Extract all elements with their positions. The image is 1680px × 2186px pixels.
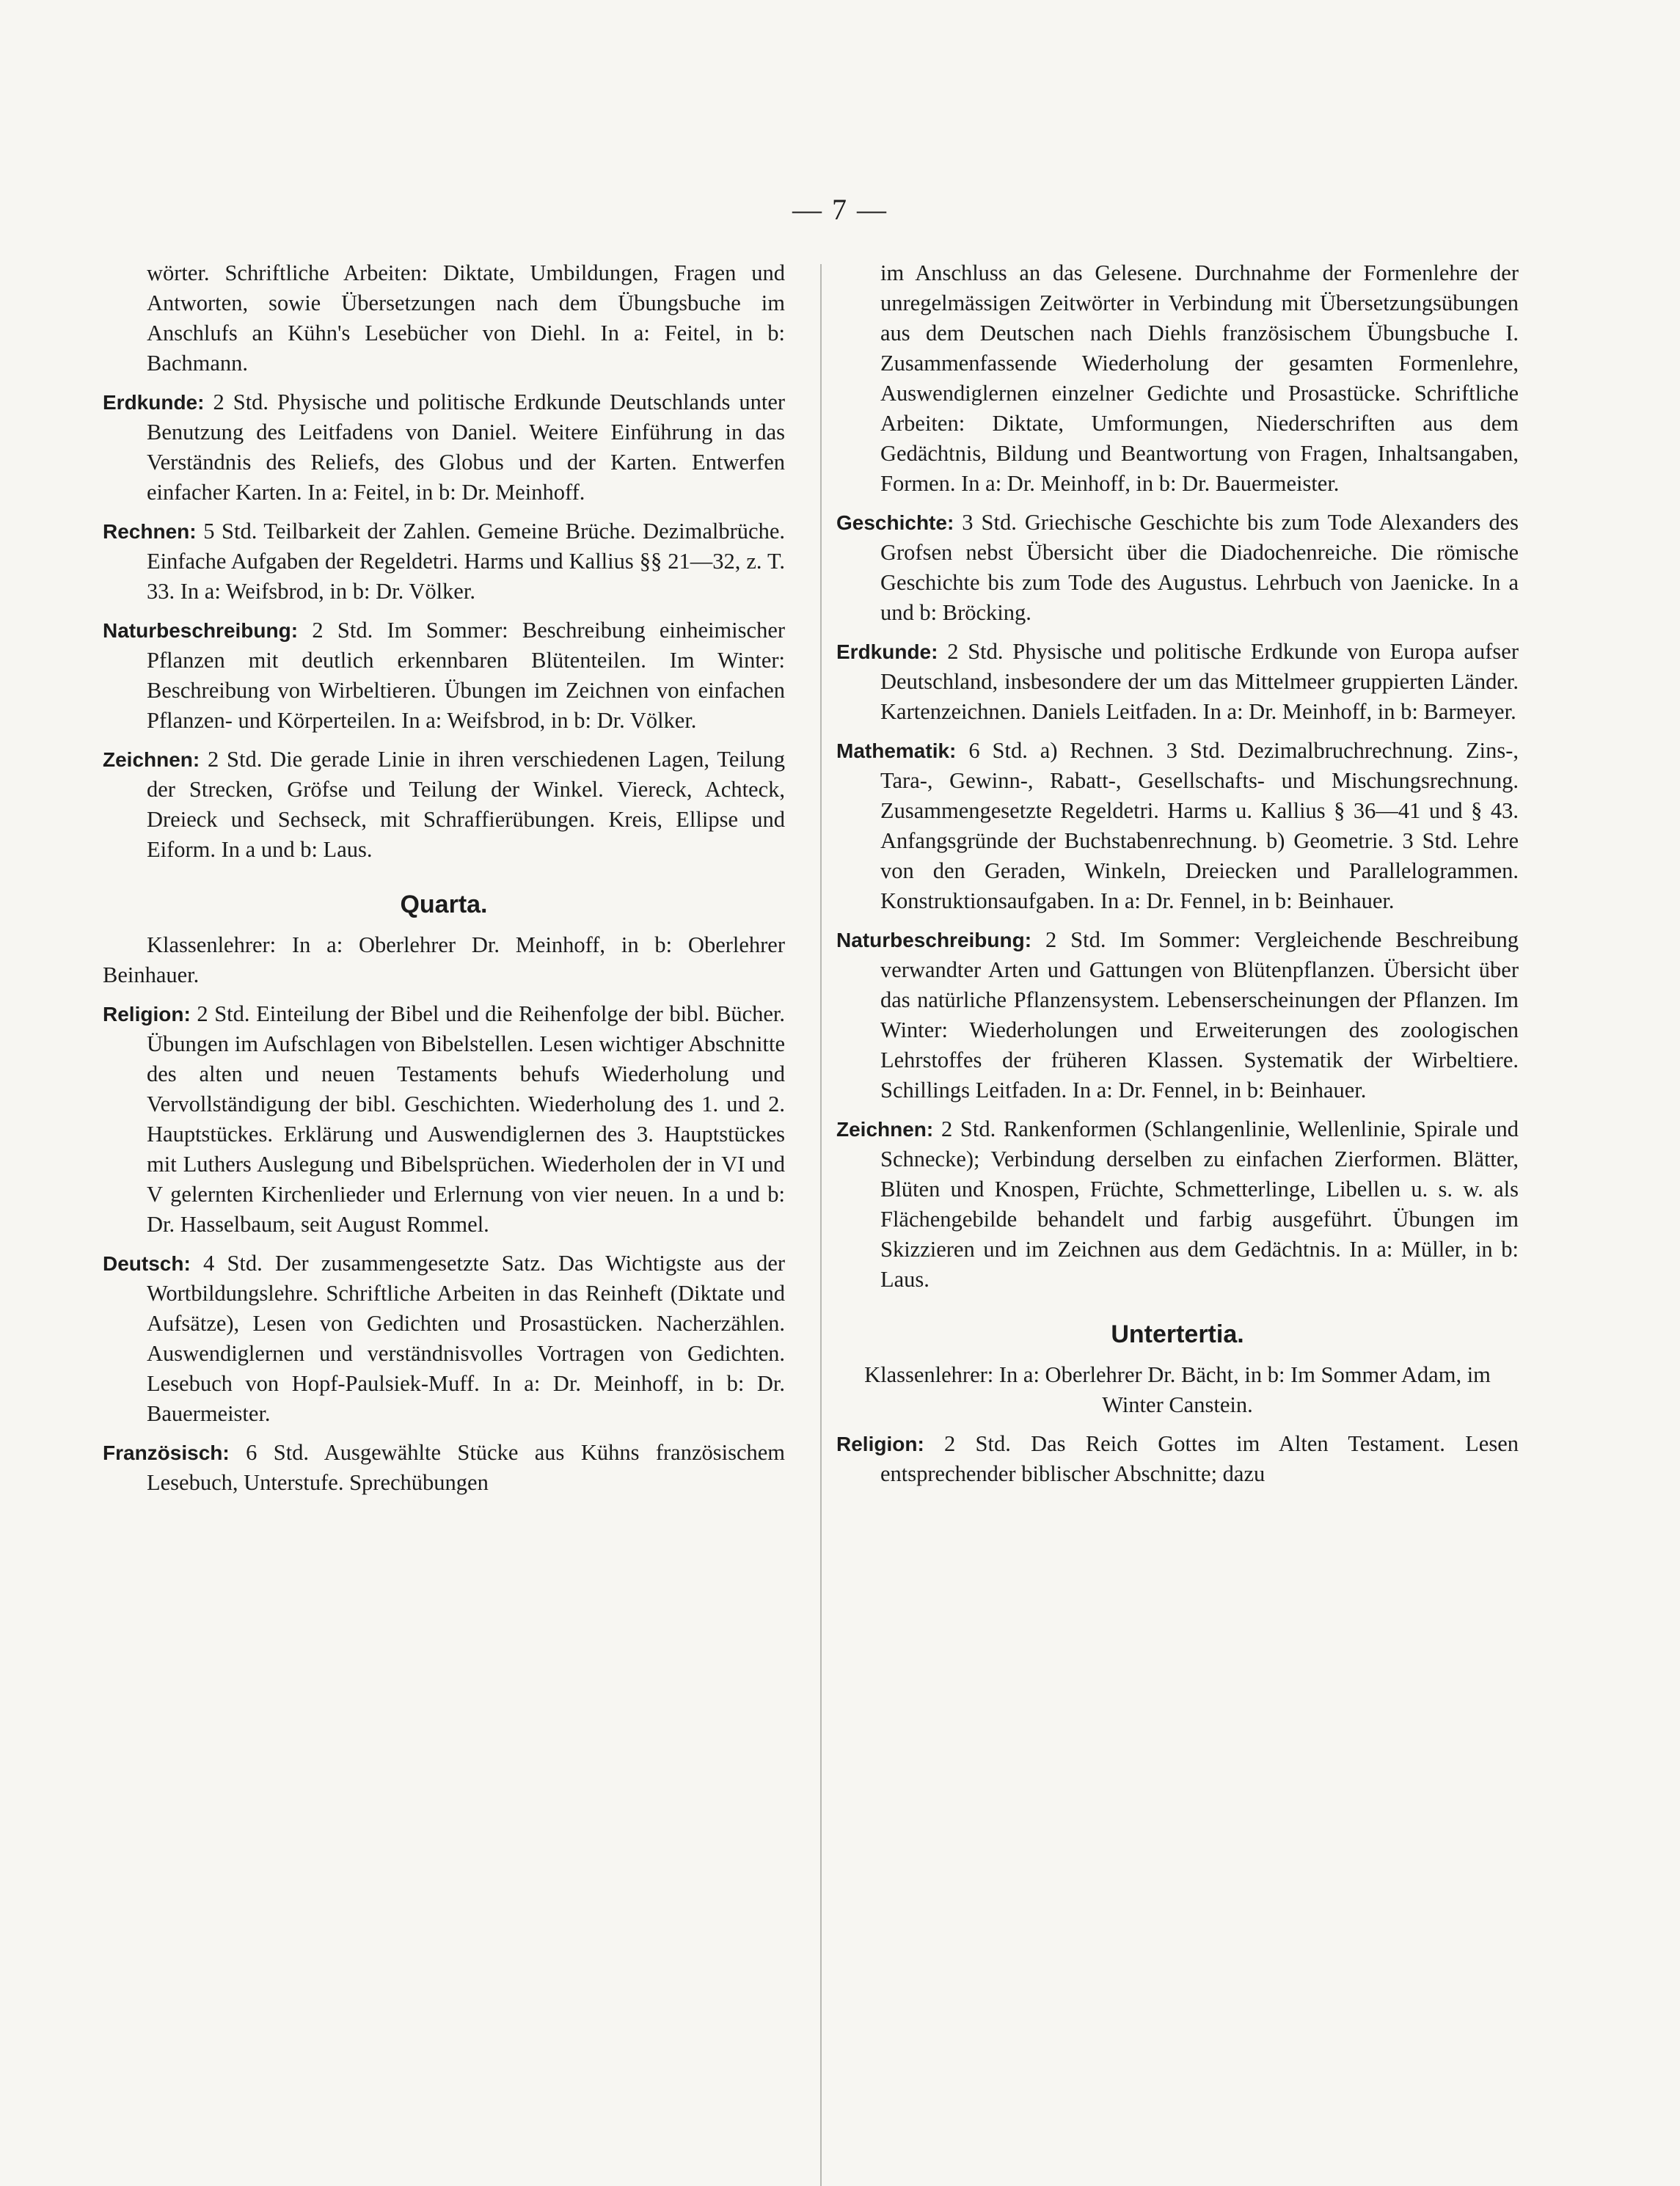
class-teacher: Klassenlehrer: In a: Oberlehrer Dr. Bächt, in b: Im Sommer Adam, im Winter Canstein. [864, 1362, 1491, 1417]
page-number: — 7 — [792, 193, 888, 226]
subject-label: Religion: [103, 1003, 191, 1026]
continuation-text: wörter. Schriftliche Arbeiten: Diktate, Umbildungen, Fragen und Antworten, sowie Übersetzungen nach dem Übungsbuche im Anschlufs an Kühn's Lesebücher von Diehl. In a: Feitel, in b: Bachmann. [147, 260, 785, 376]
section-zeichnen [103, 745, 785, 865]
left-column [103, 258, 785, 1507]
subject-label: Erdkunde: [836, 640, 938, 663]
subject-label: Naturbeschreibung: [836, 929, 1032, 951]
section-mathematik [836, 736, 1519, 916]
section-erdkunde [103, 387, 785, 508]
section-text: 5 Std. Teilbarkeit der Zahlen. Gemeine Brüche. Dezimalbrüche. Einfache Aufgaben der Regeldetri. Harms und Kallius §§ 21—32, z. T. 33. In a: Weifsbrod, in b: Dr. Völker. [147, 519, 785, 604]
section-rechnen [103, 516, 785, 607]
continuation-text: im Anschluss an das Gelesene. Durchnahme der Formenlehre der unregelmässigen Zeitwörter in Verbindung mit Übersetzungsübungen aus dem Deutschen nach Diehls französischem Übungsbuche I. Zusammenfassende Wiederholung der gesamten Formenlehre, Auswendiglernen einzelner Gedichte und Prosastücke. Schriftliche Arbeiten: Diktate, Umformungen, Niederschriften aus dem Gedächtnis, Bildung und Beantwortung von Fragen, Inhaltsangaben, Formen. In a: Dr. Meinhoff, in b: Dr. Bauermeister. [880, 260, 1519, 496]
class-teacher: Klassenlehrer: In a: Oberlehrer Dr. Meinhoff, in b: Oberlehrer Beinhauer. [103, 932, 785, 987]
section-text: 6 Std. a) Rechnen. 3 Std. Dezimalbruchrechnung. Zins-, Tara-, Gewinn-, Rabatt-, Gesellschafts- und Mischungsrechnung. Zusammengesetzte Regeldetri. Harms u. Kallius § 36—41 und § 43. Anfangsgründe der Buchstabenrechnung. b) Geometrie. 3 Std. Lehre von den Geraden, Winkeln, Dreiecken und Parallelogrammen. Konstruktionsaufgaben. In a: Dr. Fennel, in b: Beinhauer. [880, 738, 1519, 913]
heading-quarta: Quarta. [400, 891, 488, 918]
section-zeichnen [836, 1114, 1519, 1295]
section-geschichte [836, 508, 1519, 628]
subject-label: Naturbeschreibung: [103, 619, 299, 642]
section-erdkunde [836, 637, 1519, 727]
section-text: 4 Std. Der zusammengesetzte Satz. Das Wichtigste aus der Wortbildungslehre. Schriftliche Arbeiten in das Reinheft (Diktate und Aufsätze), Lesen von Gedichten und Prosastücken. Nacherzählen. Auswendiglernen und verständnisvolles Vortragen von Gedichten. Lesebuch von Hopf-Paulsiek-Muff. In a: Dr. Meinhoff, in b: Dr. Bauermeister. [147, 1251, 786, 1426]
subject-label: Französisch: [103, 1441, 230, 1464]
section-text: 2 Std. Physische und politische Erdkunde Deutschlands unter Benutzung des Leitfadens von Daniel. Weitere Einführung in das Verständnis des Reliefs, des Globus und der Karten. Entwerfen einfacher Karten. In a: Feitel, in b: Dr. Meinhoff. [147, 390, 786, 505]
section-franzoesisch [103, 1438, 785, 1498]
column-divider [820, 264, 822, 2186]
section-text: 2 Std. Physische und politische Erdkunde von Europa aufser Deutschland, insbesondere der um das Mittelmeer gruppierten Länder. Kartenzeichnen. Daniels Leitfaden. In a: Dr. Meinhoff, in b: Barmeyer. [880, 639, 1519, 724]
section-text: 3 Std. Griechische Geschichte bis zum Tode Alexanders des Grofsen nebst Übersicht über die Diadochenreiche. Die römische Geschichte bis zum Tode des Augustus. Lehrbuch von Jaenicke. In a und b: Bröcking. [880, 510, 1519, 625]
section-text: 2 Std. Einteilung der Bibel und die Reihenfolge der bibl. Bücher. Übungen im Aufschlagen von Bibelstellen. Lesen wichtiger Abschnitte des alten und neuen Testaments behufs Wiederholung und Vervollständigung der bibl. Geschichten. Wiederholung des 1. und 2. Hauptstückes. Erklärung und Auswendiglernen des 3. Hauptstückes mit Luthers Auslegung und Bibelsprüchen. Wiederholen der in VI und V gelernten Kirchenlieder und Erlernung von vier neuen. In a und b: Dr. Hasselbaum, seit August Rommel. [147, 1001, 785, 1237]
section-naturbeschreibung [836, 925, 1519, 1105]
section-text: 2 Std. Rankenformen (Schlangenlinie, Wellenlinie, Spirale und Schnecke); Verbindung derselben zu einfachen Zierformen. Blätter, Blüten und Knospen, Früchte, Schmetterlinge, Libellen u. s. w. als Flächengebilde behandelt und farbig ausgeführt. Übungen im Skizzieren und im Zeichnen aus dem Gedächtnis. In a: Müller, in b: Laus. [880, 1116, 1519, 1292]
subject-label: Geschichte: [836, 511, 954, 534]
section-religion [103, 999, 785, 1240]
section-text: 2 Std. Im Sommer: Vergleichende Beschreibung verwandter Arten und Gattungen von Blütenpflanzen. Übersicht über das natürliche Pflanzensystem. Lebenserscheinungen der Pflanzen. Im Winter: Wiederholungen und Erweiterungen des zoologischen Lehrstoffes der früheren Klassen. Systematik der Wirbeltiere. Schillings Leitfaden. In a: Dr. Fennel, in b: Beinhauer. [880, 927, 1519, 1103]
heading-untertertia: Untertertia. [1111, 1320, 1244, 1348]
section-religion [836, 1429, 1519, 1489]
section-text: 2 Std. Im Sommer: Beschreibung einheimischer Pflanzen mit deutlich erkennbaren Blütenteilen. Im Winter: Beschreibung von Wirbeltieren. Übungen im Zeichnen von einfachen Pflanzen- und Körperteilen. In a: Weifsbrod, in b: Dr. Völker. [147, 618, 786, 733]
subject-label: Erdkunde: [103, 391, 205, 414]
subject-label: Religion: [836, 1433, 924, 1455]
section-text: 6 Std. Ausgewählte Stücke aus Kühns französischem Lesebuch, Unterstufe. Sprechübungen [147, 1440, 785, 1495]
subject-label: Zeichnen: [103, 748, 200, 771]
subject-label: Mathematik: [836, 739, 957, 762]
subject-label: Deutsch: [103, 1252, 191, 1275]
section-text: 2 Std. Das Reich Gottes im Alten Testament. Lesen entsprechender biblischer Abschnitte; dazu [880, 1431, 1519, 1486]
section-text: 2 Std. Die gerade Linie in ihren verschiedenen Lagen, Teilung der Strecken, Gröfse und Teilung der Winkel. Viereck, Achteck, Dreieck und Sechseck, mit Schraffierübungen. Kreis, Ellipse und Eiform. In a und b: Laus. [147, 747, 786, 862]
section-naturbeschreibung [103, 615, 785, 736]
subject-label: Zeichnen: [836, 1118, 934, 1141]
subject-label: Rechnen: [103, 520, 197, 543]
right-column [836, 258, 1519, 1498]
section-deutsch [103, 1249, 785, 1429]
